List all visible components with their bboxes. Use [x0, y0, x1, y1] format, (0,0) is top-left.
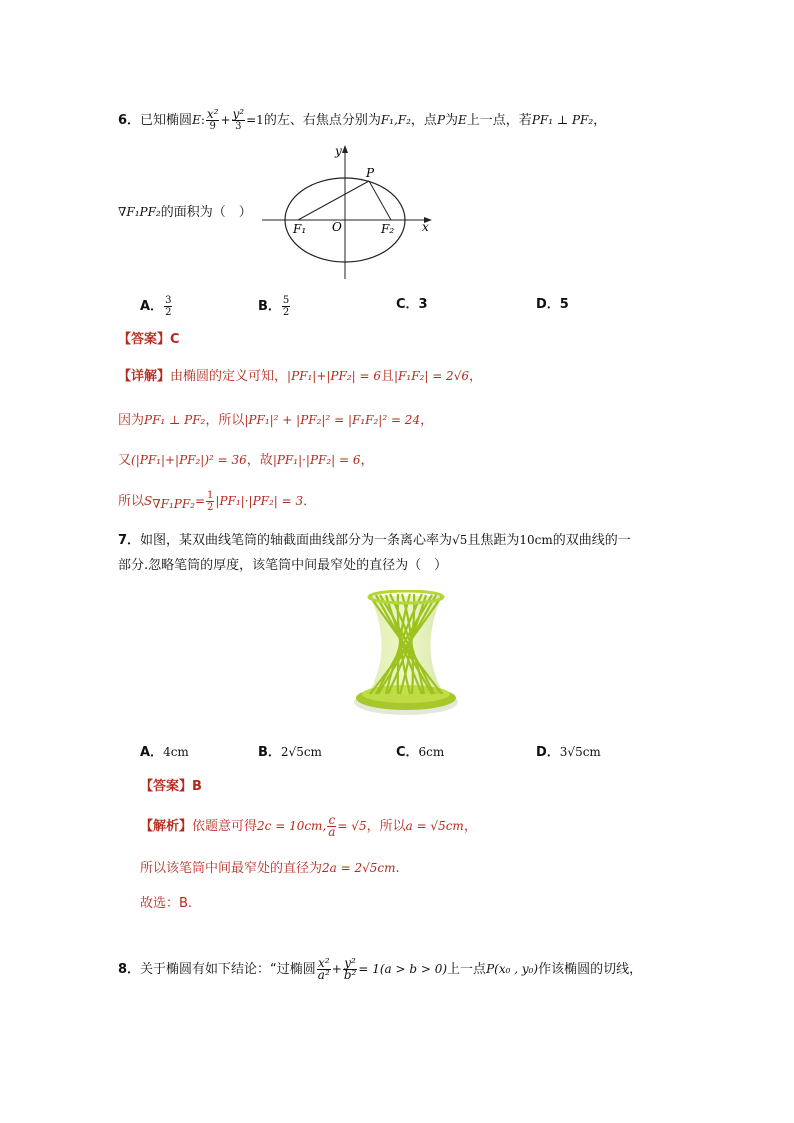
q6-option-d[interactable]: D．5: [536, 297, 569, 312]
q6-detail-2: 因为PF₁ ⊥ PF₂，所以|PF₁|² + |PF₂|² = |F₁F₂|² = 24，: [118, 413, 434, 428]
q6-frac-y: $\frac{\text{y²}}{3}$: [232, 107, 245, 132]
q7-number: 7．: [118, 533, 141, 548]
q7-analysis-2: 所以该笔筒中间最窄处的直径为2a = 2√5cm.: [140, 861, 400, 876]
q6-ellipse-figure: [262, 143, 442, 283]
y-axis-arrow: [342, 145, 348, 153]
q8-stem: 8．关于椭圆有如下结论：“过椭圆 $\frac{\text{x²}}{\text{a²}}$ + $\frac{\text{y²}}{\text{b²}}$ = 1(a > b > 0)上一点P(x₀ , y₀)作该椭圆的切线，: [118, 956, 643, 982]
q6-frac-x: $\frac{\text{x²}}{9}$: [206, 107, 219, 132]
q6-detail-1: 【详解】由椭圆的定义可知，|PF₁|+|PF₂| = 6且|F₁F₂| = 2√6，: [118, 369, 482, 384]
q6-number: 6．: [118, 113, 141, 128]
q7-answer: 【答案】B: [140, 779, 202, 794]
q6-stem: 6．已知椭圆E: $\frac{\text{x²}}{9}$ + $\frac{\text{y²}}{3}$ =1的左、右焦点分别为F₁,F₂，点P为E上一点，若PF₁ ⊥ PF₂，: [118, 107, 607, 132]
q6-detail-3: 又(|PF₁|+|PF₂|)² = 36，故|PF₁|·|PF₂| = 6，: [118, 453, 374, 468]
q7-stem-1: 7．如图，某双曲线笔筒的轴截面曲线部分为一条离心率为√5且焦距为10cm的双曲线的一: [118, 533, 631, 548]
q6-option-c[interactable]: C．3: [396, 297, 428, 312]
segment-pf2: [369, 181, 391, 220]
label-f1: F₁: [293, 222, 307, 236]
q6-option-b[interactable]: B． $\frac{5}{2}$: [258, 295, 290, 318]
label-o: O: [332, 220, 342, 234]
q7-option-c[interactable]: C．6cm: [396, 745, 445, 760]
q7-option-d[interactable]: D．3√5cm: [536, 745, 601, 760]
q7-stem-2: 部分.忽略笔筒的厚度，该笔筒中间最窄处的直径为（ ）: [118, 558, 448, 573]
pen-holder-image: [350, 590, 462, 720]
q6-answer: 【答案】C: [118, 332, 180, 347]
q6-option-a[interactable]: A． $\frac{3}{2}$: [140, 295, 172, 318]
label-p: P: [366, 166, 375, 180]
q7-analysis-1: 【解析】依题意可得2c = 10cm, $\frac{c}{a}$ = √5，所以a = √5cm，: [140, 813, 477, 839]
label-y: y: [335, 144, 342, 158]
q7-choose: 故选：B.: [140, 896, 193, 911]
label-x: x: [422, 220, 429, 234]
q6-stem-2: ∇F₁PF₂的面积为（ ）: [118, 205, 252, 220]
label-f2: F₂: [381, 222, 395, 236]
q8-number: 8．: [118, 962, 141, 977]
q7-option-b[interactable]: B．2√5cm: [258, 745, 322, 760]
q6-detail-4: 所以$S_{\nabla F_1PF_2}=$ $\frac{1}{2}$ |PF₁|·|PF₂| = 3．: [118, 490, 317, 513]
q7-option-a[interactable]: A．4cm: [140, 745, 189, 760]
